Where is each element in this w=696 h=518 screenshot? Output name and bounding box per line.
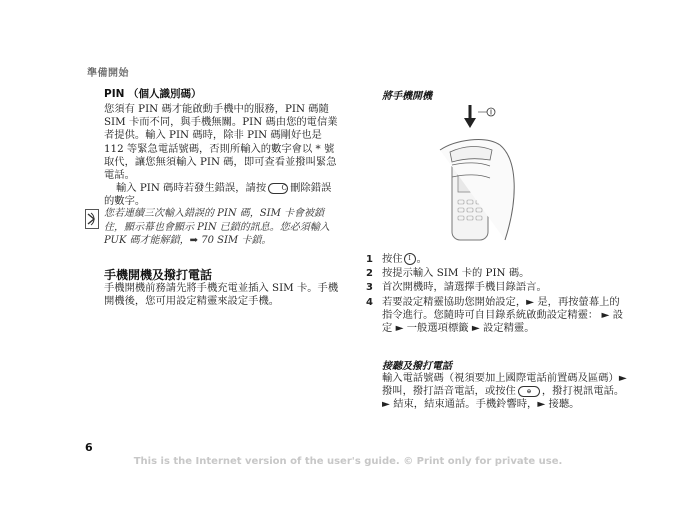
pin-paragraph-2 (104, 182, 341, 208)
pin-paragraph-2-text: 輸入 PIN 碼時若發生錯誤，請按 (116, 182, 267, 195)
note-box (104, 207, 342, 248)
step-number: 3 (366, 282, 373, 294)
step-text: 若要設定精靈協助您開始設定，► 是，再按螢幕上的指令進行。您隨時可自目錄系統啟動設定精靈： ► 設定 ► 一般選項標籤 ► 設定精靈。 (382, 295, 623, 335)
step-number: 2 (366, 268, 373, 280)
c-key-icon: C (268, 183, 288, 194)
step-2 (366, 267, 626, 280)
turn-on-heading: 將手機開機 (382, 91, 432, 102)
turn-on-steps (366, 253, 626, 336)
calls-heading: 接聽及撥打電話 (382, 361, 452, 372)
power-on-paragraph: 手機開機前務請先將手機充電並插入 SIM 卡。手機開機後，您可用設定精靈來設定手機。 (104, 282, 339, 308)
step-text: 按提示輸入 SIM 卡的 PIN 碼。 (382, 267, 530, 280)
page-number: 6 (85, 441, 93, 454)
note-reference: 70 SIM 卡鎖。 (198, 235, 272, 246)
step-text-main: 按住 (382, 253, 403, 265)
arrow-icon: ➡ (189, 235, 199, 246)
calls-text-main: 輸入電話號碼（視須要加上國際電話前置碼及區碼）► 撥叫，撥打語音電話，或按住 (382, 372, 627, 398)
step-text (382, 253, 427, 266)
video-call-key-icon: ⊕ (518, 386, 540, 397)
step-3 (366, 281, 626, 294)
note-icon (85, 209, 99, 229)
pin-heading: PIN （個人識別碼） (104, 88, 202, 100)
step-1 (366, 253, 626, 266)
pin-section (104, 86, 341, 209)
power-on-heading: 手機開機及撥打電話 (104, 268, 213, 282)
step-number: 1 (366, 254, 373, 265)
step-number: 4 (366, 296, 373, 308)
pin-paragraph-2-tail: 刪除錯誤的數字。 (104, 182, 332, 208)
note-text (104, 207, 342, 248)
pin-paragraph-1: 您須有 PIN 碼才能啟動手機中的服務，PIN 碼隨 SIM 卡而不同，與手機無關。PIN 碼由您的電信業者提供。輸入 PIN 碼時，除非 PIN 碼剛好也是 112 等緊急電話號碼，否則所輸入的數字會以 * 號取代，讓您無須輸入 PIN 碼，即可查看並撥叫緊急電話。 (104, 103, 338, 182)
hand-holding-phone-illustration (430, 100, 540, 250)
power-key-icon: I (404, 253, 416, 265)
step-text: 首次開機時，請選擇手機目錄語言。 (382, 281, 547, 294)
step-4 (366, 296, 626, 336)
section-title: 準備開始 (87, 68, 129, 79)
calls-text-tail: ，撥打視訊電話。► 結束，結束通話。手機鈴響時，► 接聽。 (382, 385, 625, 411)
calls-paragraph (382, 372, 627, 412)
note-text-main: 您若連續三次輸入錯誤的 PIN 碼，SIM 卡會被鎖住，顯示幕也會顯示 PIN 已鎖的訊息。您必須輸入 PUK 碼才能解鎖， (104, 208, 330, 246)
footer-notice: This is the Internet version of the user's guide. © Print only for private use. (133, 456, 563, 467)
step-text-tail: 。 (416, 253, 427, 265)
